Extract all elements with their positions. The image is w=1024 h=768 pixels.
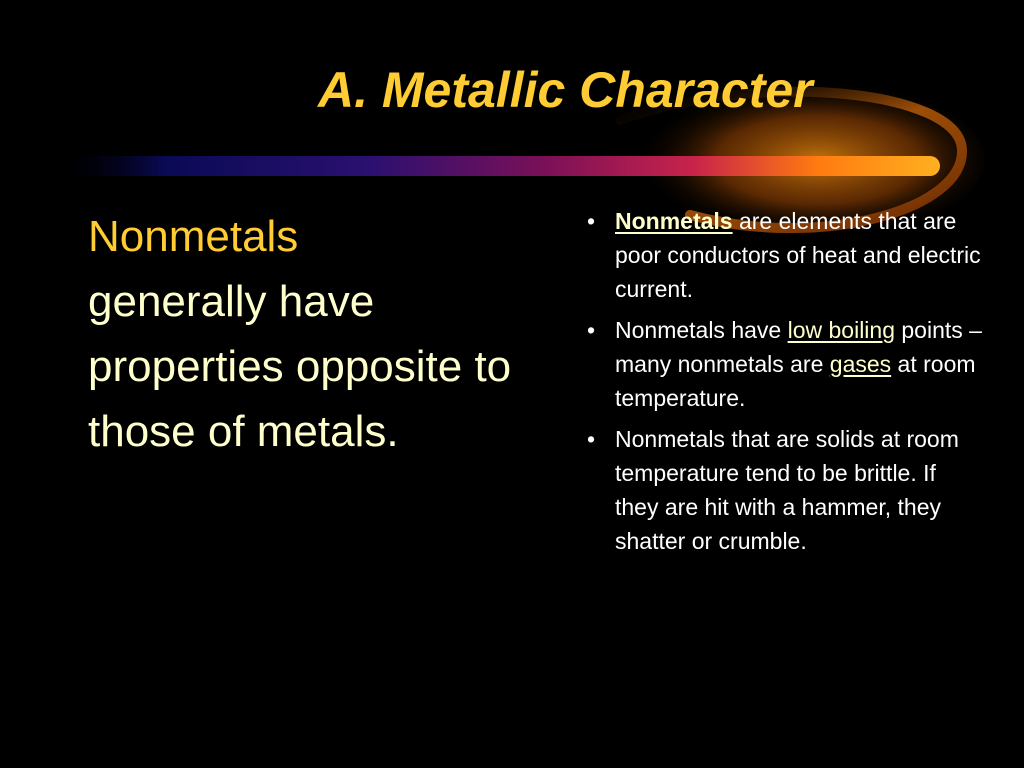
left-statement: [88, 204, 558, 464]
bullet-point-icon: •: [587, 208, 596, 234]
bullet-text: Nonmetals that are solids at room temperature tend to be brittle. If they are hit with a hammer, they shatter or crumble.: [615, 426, 959, 554]
bullet-item: [585, 313, 985, 415]
bullet-text: are elements that are poor conductors of heat and electric current.: [615, 208, 981, 302]
bullet-underlined-term: gases: [829, 351, 892, 377]
bullet-list: [585, 204, 985, 565]
gradient-divider-bar: [60, 156, 940, 176]
slide-title: A. Metallic Character: [318, 62, 813, 118]
bullet-point-icon: •: [587, 426, 596, 452]
bullet-underlined-term: low boiling: [787, 317, 895, 343]
bullet-text: points – many nonmetals are: [615, 317, 982, 377]
bullet-keyword: Nonmetals: [615, 208, 733, 234]
left-statement-keyword: Nonmetals: [88, 212, 299, 261]
bullet-text: at room temperature.: [615, 351, 976, 411]
bullet-point-icon: •: [587, 317, 596, 343]
bullet-item: [585, 422, 985, 558]
bullet-item: [585, 204, 985, 306]
bullet-text: Nonmetals have: [615, 317, 788, 343]
left-statement-text: generally have properties opposite to those of metals.: [88, 277, 512, 456]
